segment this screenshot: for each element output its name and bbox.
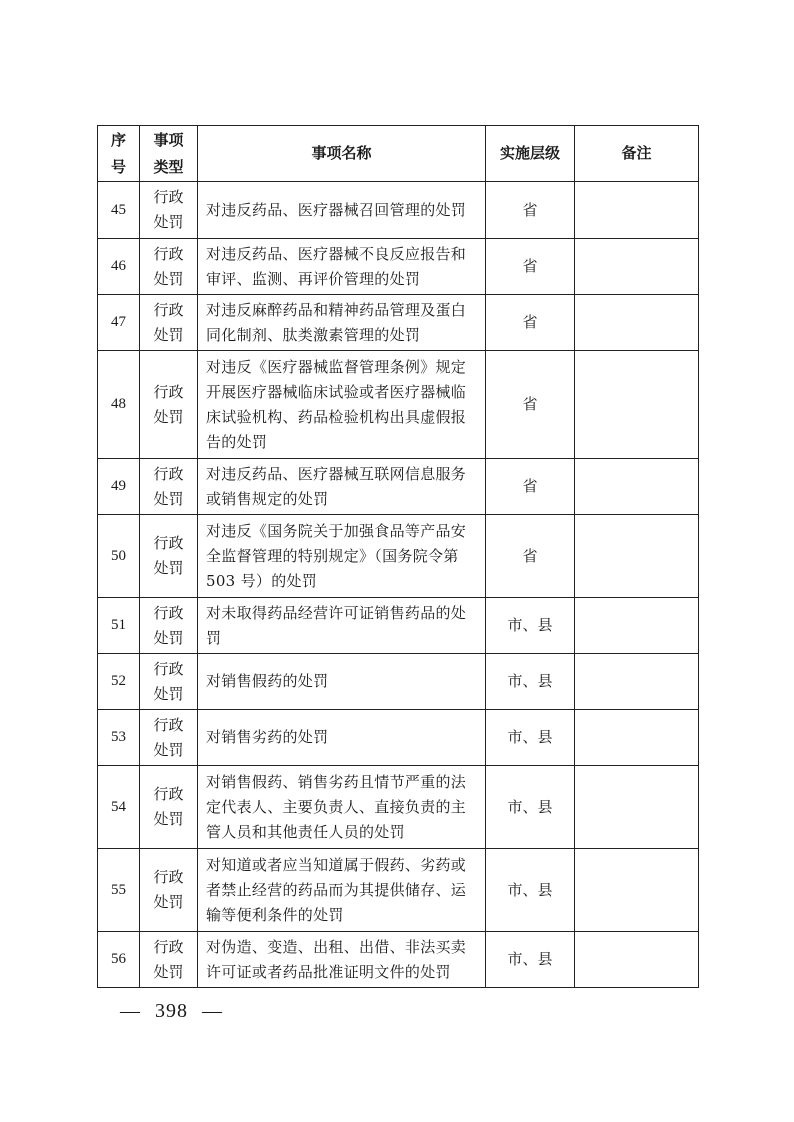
row-item-name (198, 182, 486, 239)
row-type-line: 行政 (153, 785, 184, 803)
table-row (98, 459, 699, 515)
footer-dash-right: — (202, 1000, 223, 1022)
row-type (140, 351, 198, 459)
row-type (140, 459, 198, 515)
row-item-name (198, 351, 486, 459)
row-item-name-line: 对伪造、变造、出租、出借、非法买卖 (206, 937, 467, 956)
row-note (575, 459, 699, 515)
row-number: 51 (98, 598, 140, 654)
row-item-name-line: 对销售劣药的处罚 (206, 728, 329, 746)
header-type-line-2: 类型 (153, 157, 184, 176)
row-note (575, 515, 699, 598)
row-item-name-line: 罚 (206, 628, 222, 647)
row-item-name-line: 告的处罚 (206, 432, 268, 451)
row-note (575, 849, 699, 932)
row-type-line: 行政 (153, 464, 184, 483)
row-number: 49 (98, 459, 140, 515)
row-type (140, 766, 198, 849)
row-level: 省 (486, 182, 575, 239)
header-no-line-2: 号 (110, 157, 126, 176)
row-number: 46 (98, 239, 140, 295)
row-item-name-line: 对销售假药的处罚 (206, 672, 329, 690)
row-item-name-line: 管人员和其他责任人员的处罚 (206, 822, 405, 841)
row-number: 52 (98, 654, 140, 710)
items-table (97, 125, 699, 988)
row-item-name (198, 766, 486, 849)
row-type-line: 行政 (153, 244, 184, 263)
row-type (140, 239, 198, 295)
row-item-name-line: 对违反药品、医疗器械召回管理的处罚 (206, 200, 467, 219)
row-item-name-line: 对未取得药品经营许可证销售药品的处 (206, 603, 467, 622)
row-item-name-line: 对违反《医疗器械监督管理条例》规定 (206, 357, 467, 376)
row-type-line: 行政 (153, 937, 184, 956)
table-header-row (98, 126, 699, 182)
row-note (575, 351, 699, 459)
row-type-line: 处罚 (153, 628, 184, 647)
table-row (98, 351, 699, 459)
row-note (575, 598, 699, 654)
table-row (98, 515, 699, 598)
header-no-line-1: 序 (110, 130, 126, 149)
row-item-name (198, 598, 486, 654)
row-item-name-line: 定代表人、主要负责人、直接负责的主 (206, 797, 467, 816)
row-note (575, 932, 699, 988)
row-item-name (198, 710, 486, 766)
header-type-line-1: 事项 (153, 130, 184, 149)
header-no (98, 126, 140, 182)
row-item-name-line: 对违反麻醉药品和精神药品管理及蛋白 (206, 300, 467, 319)
row-item-name-line: 对违反药品、医疗器械互联网信息服务 (206, 464, 467, 483)
row-type-line: 处罚 (153, 893, 184, 911)
table-row (98, 182, 699, 239)
row-level: 市、县 (486, 710, 575, 766)
row-item-name-line: 全监督管理的特别规定》（国务院令第 (206, 546, 459, 565)
row-number: 55 (98, 849, 140, 932)
row-type-line: 处罚 (153, 325, 184, 344)
row-note (575, 654, 699, 710)
row-type-line: 行政 (153, 188, 184, 206)
row-type (140, 932, 198, 988)
row-item-name (198, 932, 486, 988)
row-type-line: 行政 (153, 715, 184, 734)
table-body (98, 182, 699, 988)
table-row (98, 766, 699, 849)
row-item-name (198, 239, 486, 295)
row-item-name-line: 同化制剂、肽类激素管理的处罚 (206, 325, 421, 344)
row-item-name-line: 审评、监测、再评价管理的处罚 (206, 269, 421, 288)
row-type (140, 182, 198, 239)
row-number: 48 (98, 351, 140, 459)
row-item-name-line: 输等便利条件的处罚 (206, 905, 344, 924)
row-note (575, 710, 699, 766)
row-note (575, 182, 699, 239)
row-type-line: 处罚 (153, 962, 184, 981)
header-type (140, 126, 198, 182)
row-item-name-line: 开展医疗器械临床试验或者医疗器械临 (206, 382, 467, 401)
row-item-name-line: 对知道或者应当知道属于假药、劣药或 (206, 855, 467, 874)
row-level: 市、县 (486, 849, 575, 932)
table-row (98, 654, 699, 710)
row-type-line: 处罚 (153, 269, 184, 288)
table-row (98, 849, 699, 932)
row-type-line: 行政 (153, 534, 184, 552)
row-number: 47 (98, 295, 140, 351)
row-item-name-line: 或销售规定的处罚 (206, 489, 329, 508)
row-level: 市、县 (486, 766, 575, 849)
row-type-line: 处罚 (153, 489, 184, 508)
header-note: 备注 (575, 126, 699, 182)
row-type (140, 515, 198, 598)
row-type-line: 处罚 (153, 559, 184, 577)
row-item-name (198, 849, 486, 932)
header-level: 实施层级 (486, 126, 575, 182)
row-type-line: 行政 (153, 659, 184, 678)
row-item-name (198, 295, 486, 351)
footer-dash-left: — (120, 1000, 141, 1022)
row-item-name-line: 对违反《国务院关于加强食品等产品安 (206, 521, 467, 540)
row-type-line: 处罚 (153, 740, 184, 759)
table-row (98, 932, 699, 988)
row-type (140, 710, 198, 766)
row-number: 54 (98, 766, 140, 849)
row-type-line: 处罚 (153, 810, 184, 828)
row-type (140, 654, 198, 710)
row-level: 省 (486, 351, 575, 459)
row-item-name-line: 对销售假药、销售劣药且情节严重的法 (206, 772, 467, 791)
row-level: 市、县 (486, 654, 575, 710)
row-note (575, 766, 699, 849)
row-level: 市、县 (486, 598, 575, 654)
table-row (98, 239, 699, 295)
row-number: 45 (98, 182, 140, 239)
row-number: 53 (98, 710, 140, 766)
row-item-name-line: 者禁止经营的药品而为其提供储存、运 (206, 880, 467, 899)
row-type (140, 849, 198, 932)
row-type-line: 行政 (153, 300, 184, 319)
page-number: 398 (155, 1000, 188, 1022)
row-item-name-line: 许可证或者药品批准证明文件的处罚 (206, 962, 451, 981)
header-name: 事项名称 (198, 126, 486, 182)
row-level: 省 (486, 239, 575, 295)
row-note (575, 295, 699, 351)
row-type-line: 处罚 (153, 684, 184, 703)
row-item-name (198, 515, 486, 598)
row-item-name-line: 503 号）的处罚 (206, 571, 318, 590)
row-level: 市、县 (486, 932, 575, 988)
row-level: 省 (486, 295, 575, 351)
row-level: 省 (486, 515, 575, 598)
row-number: 50 (98, 515, 140, 598)
table-row (98, 295, 699, 351)
table-row (98, 598, 699, 654)
table-row (98, 710, 699, 766)
row-type (140, 295, 198, 351)
row-item-name (198, 459, 486, 515)
page-footer (120, 1000, 223, 1023)
row-type-line: 处罚 (153, 407, 184, 426)
row-item-name-line: 对违反药品、医疗器械不良反应报告和 (206, 244, 467, 263)
row-note (575, 239, 699, 295)
row-type-line: 行政 (153, 603, 184, 622)
row-type (140, 598, 198, 654)
row-type-line: 行政 (153, 382, 184, 401)
row-item-name (198, 654, 486, 710)
row-item-name-line: 床试验机构、药品检验机构出具虚假报 (206, 407, 467, 426)
row-level: 省 (486, 459, 575, 515)
row-type-line: 处罚 (153, 213, 184, 231)
row-type-line: 行政 (153, 868, 184, 886)
row-number: 56 (98, 932, 140, 988)
